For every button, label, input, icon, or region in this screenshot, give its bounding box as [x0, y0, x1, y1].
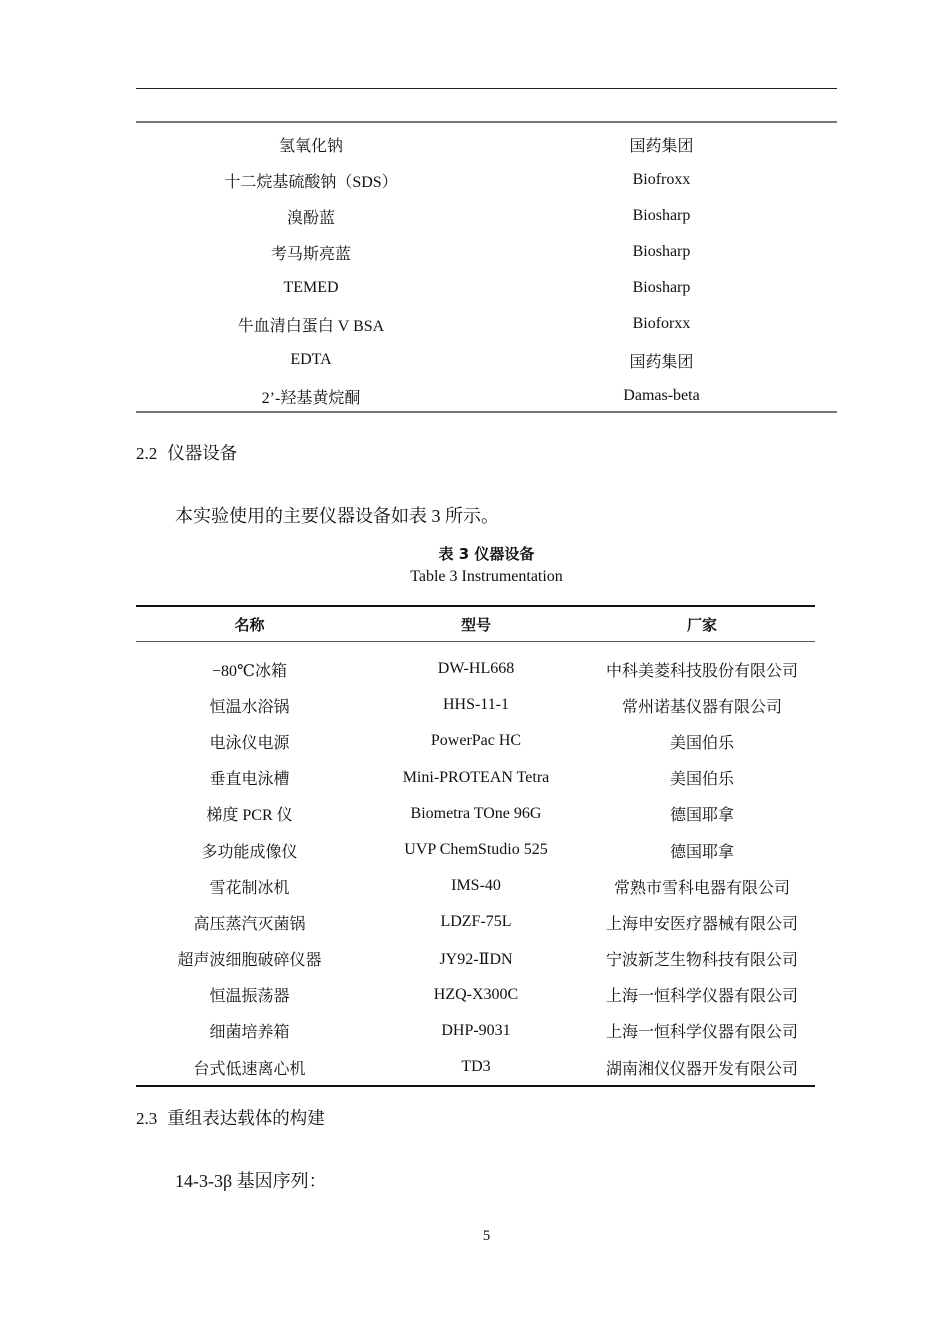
table-row: [136, 378, 837, 414]
table-header-rule: [136, 121, 837, 123]
section-number: 2.2: [136, 444, 158, 463]
model-cell: Biometra TOne 96G: [410, 804, 542, 822]
paragraph-2-3: 14-3-3β 基因序列：: [175, 1171, 327, 1191]
model-cell: DHP-9031: [441, 1021, 511, 1039]
paragraph-2-2: 本实验使用的主要仪器设备如表 3 所示。: [175, 506, 499, 526]
section-title: 仪器设备: [167, 444, 238, 464]
manufacturer-cell: 宁波新芝生物科技有限公司: [605, 952, 798, 970]
manufacturer-cell: 德国耶拿: [669, 843, 734, 861]
table-top-rule: [136, 88, 837, 89]
table-row: [136, 977, 815, 1013]
reagent-name-cell: 氢氧化钠: [278, 137, 343, 155]
table-row: [136, 234, 837, 270]
model-cell: Mini-PROTEAN Tetra: [402, 768, 550, 786]
instrument-name-cell: 多功能成像仪: [201, 843, 298, 861]
reagent-name-cell: 考马斯亮蓝: [270, 245, 351, 263]
model-cell: PowerPac HC: [430, 732, 522, 750]
instrument-name-cell: 超声波细胞破碎仪器: [177, 952, 322, 970]
section-title: 重组表达载体的构建: [167, 1109, 325, 1129]
table-row: [136, 796, 815, 832]
reagent-name-cell: 十二烷基硫酸钠（SDS）: [224, 173, 398, 191]
instrument-name-cell: 恒温振荡器: [209, 988, 290, 1006]
reagent-name-cell: EDTA: [290, 351, 332, 368]
table-row: [136, 868, 815, 904]
model-cell: HHS-11-1: [442, 696, 510, 714]
table-header-model: 型号: [363, 606, 589, 642]
table-row: [136, 162, 837, 198]
table-row: [136, 198, 837, 234]
manufacturer-cell: 湖南湘仪仪器开发有限公司: [589, 1049, 815, 1086]
table-row: [136, 306, 837, 342]
instrument-name-cell: 电泳仪电源: [209, 734, 290, 752]
manufacturer-cell: 德国耶拿: [669, 807, 734, 825]
model-cell: LDZF-75L: [440, 913, 512, 931]
page-number: 5: [482, 1228, 491, 1244]
instrument-table: [136, 605, 815, 1087]
table-row: [136, 642, 815, 688]
table-caption-en: Table 3 Instrumentation: [410, 568, 563, 585]
table-row: [136, 687, 815, 723]
manufacturer-cell: 美国伯乐: [669, 771, 734, 789]
table-row: [136, 904, 815, 940]
table-row: [136, 126, 837, 162]
manufacturer-cell: 中科美菱科技股份有限公司: [605, 662, 798, 680]
instrument-name-cell: 垂直电泳槽: [209, 771, 290, 789]
table-row: [136, 270, 837, 306]
supplier-cell: Biofroxx: [632, 171, 691, 188]
model-cell: DW-HL668: [437, 660, 515, 678]
model-cell: HZQ-X300C: [433, 985, 519, 1003]
reagent-name-cell: 牛血清白蛋白 V BSA: [237, 317, 385, 335]
instrument-name-cell: 细菌培养箱: [209, 1024, 290, 1042]
table-row: [136, 1013, 815, 1049]
supplier-cell: Biosharp: [632, 243, 691, 260]
reagent-name-cell: 2’-羟基黄烷酮: [261, 389, 361, 407]
supplier-cell: Damas-beta: [623, 387, 700, 404]
section-heading-2-3: [136, 1105, 325, 1130]
instrument-name-cell: −80℃冰箱: [212, 662, 287, 680]
manufacturer-cell: 上海一恒科学仪器有限公司: [605, 988, 798, 1006]
supplier-cell: 国药集团: [629, 353, 694, 371]
section-heading-2-2: [136, 440, 237, 465]
instrument-name-cell: 梯度 PCR 仪: [206, 807, 293, 825]
model-cell: UVP ChemStudio 525: [404, 841, 548, 859]
table-row: [136, 1049, 815, 1086]
instrument-name-cell: 恒温水浴锅: [209, 698, 290, 716]
supplier-cell: Biosharp: [632, 279, 691, 296]
instrument-name-cell: 台式低速离心机: [136, 1049, 363, 1086]
manufacturer-cell: 美国伯乐: [669, 734, 734, 752]
table-row: [136, 342, 837, 378]
reagent-name-cell: TEMED: [283, 279, 339, 296]
table-row: [136, 723, 815, 759]
table-header-maker: 厂家: [589, 606, 815, 642]
reagent-name-cell: 溴酚蓝: [286, 209, 335, 227]
table-row: [136, 760, 815, 796]
supplier-cell: 国药集团: [629, 137, 694, 155]
section-number: 2.3: [136, 1109, 158, 1128]
manufacturer-cell: 上海一恒科学仪器有限公司: [605, 1024, 798, 1042]
manufacturer-cell: 上海申安医疗器械有限公司: [605, 915, 798, 933]
reagent-table: [136, 126, 837, 414]
instrument-name-cell: 雪花制冰机: [209, 879, 290, 897]
manufacturer-cell: 常熟市雪科电器有限公司: [613, 879, 790, 897]
manufacturer-cell: 常州诺基仪器有限公司: [621, 698, 782, 716]
supplier-cell: Bioforxx: [632, 315, 691, 332]
table-header-name: 名称: [136, 606, 363, 642]
model-cell: IMS-40: [451, 877, 501, 895]
table-bottom-rule: [136, 411, 837, 413]
table-row: [136, 941, 815, 977]
supplier-cell: Biosharp: [632, 207, 691, 224]
model-cell: TD3: [363, 1049, 589, 1086]
model-cell: JY92-ⅡDN: [439, 950, 513, 968]
table-caption-cn: 表 3 仪器设备: [438, 545, 535, 563]
instrument-name-cell: 高压蒸汽灭菌锅: [193, 915, 306, 933]
table-row: [136, 832, 815, 868]
